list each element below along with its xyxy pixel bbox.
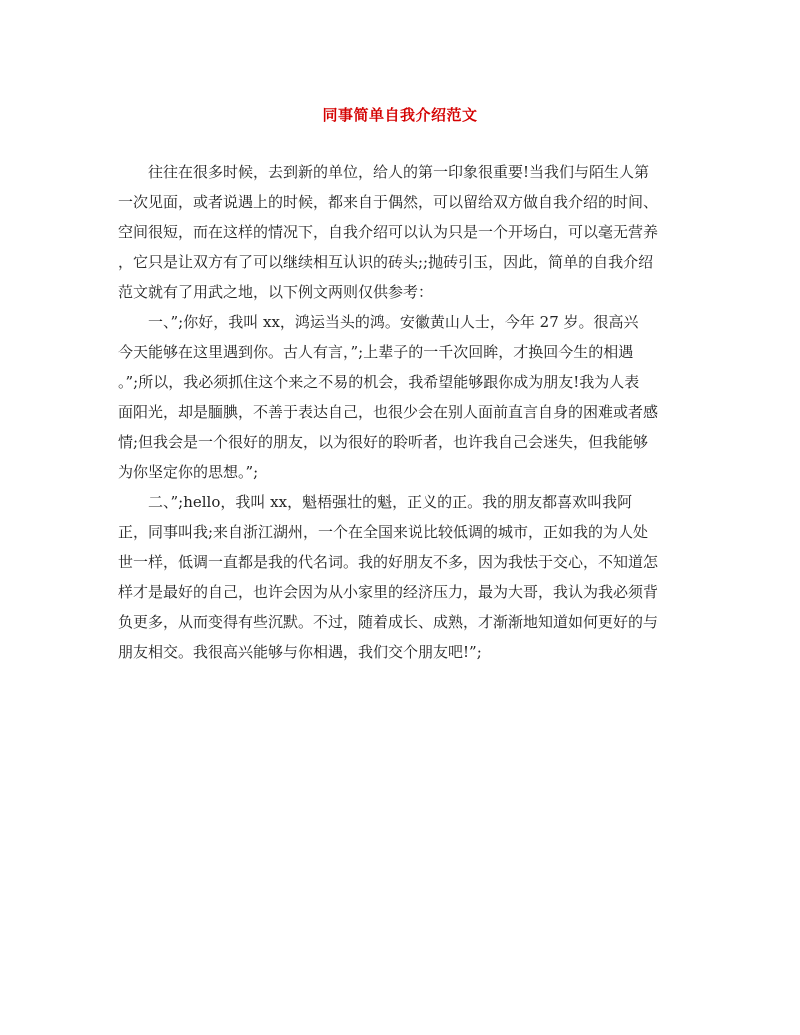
intro-line-3: 空间很短，而在这样的情况下，自我介绍可以认为只是一个开场白，可以毫无营养: [118, 223, 659, 241]
example-two-line-5: 负更多，从而变得有些沉默。不过，随着成长、成熟，才渐渐地知道如何更好的与: [118, 613, 659, 631]
example-one-line-3: 。”;所以，我必须抓住这个来之不易的机会，我希望能够跟你成为朋友!我为人表: [118, 373, 640, 391]
example-two-line-1: 二、”;hello，我叫 xx，魁梧强壮的魁，正义的正。我的朋友都喜欢叫我阿: [118, 493, 633, 511]
example-two-line-3: 世一样，低调一直都是我的代名词。我的好朋友不多，因为我怯于交心，不知道怎: [118, 553, 659, 571]
example-two-line-6: 朋友相交。我很高兴能够与你相遇，我们交个朋友吧!”;: [118, 643, 482, 661]
intro-line-2: 一次见面，或者说遇上的时候，都来自于偶然，可以留给双方做自我介绍的时间、: [118, 193, 659, 211]
example-one-line-4: 面阳光，却是腼腆，不善于表达自己，也很少会在别人面前直言自身的困难或者感: [118, 403, 659, 421]
example-one-line-5: 情;但我会是一个很好的朋友，以为很好的聆听者，也许我自己会迷失，但我能够: [118, 433, 649, 451]
example-two-line-2: 正，同事叫我;来自浙江湖州，一个在全国来说比较低调的城市，正如我的为人处: [118, 523, 649, 541]
intro-line-5: 范文就有了用武之地，以下例文两则仅供参考：: [118, 283, 434, 301]
intro-line-1: 往往在很多时候，去到新的单位，给人的第一印象很重要!当我们与陌生人第: [118, 163, 650, 181]
example-one-line-6: 为你坚定你的思想。”;: [118, 463, 259, 481]
example-one-line-1: 一、”;你好，我叫 xx，鸿运当头的鸿。安徽黄山人士，今年 27 岁。很高兴: [118, 313, 639, 331]
document-title: 同事简单自我介绍范文: [322, 106, 478, 124]
intro-line-4: ，它只是让双方有了可以继续相互认识的砖头;;抛砖引玉，因此，简单的自我介绍: [118, 253, 654, 271]
example-two-line-4: 样才是最好的自己，也许会因为从小家里的经济压力，最为大哥，我认为我必须背: [118, 583, 659, 601]
example-one-line-2: 今天能够在这里遇到你。古人有言，”;上辈子的一千次回眸，才换回今生的相遇: [118, 343, 634, 361]
